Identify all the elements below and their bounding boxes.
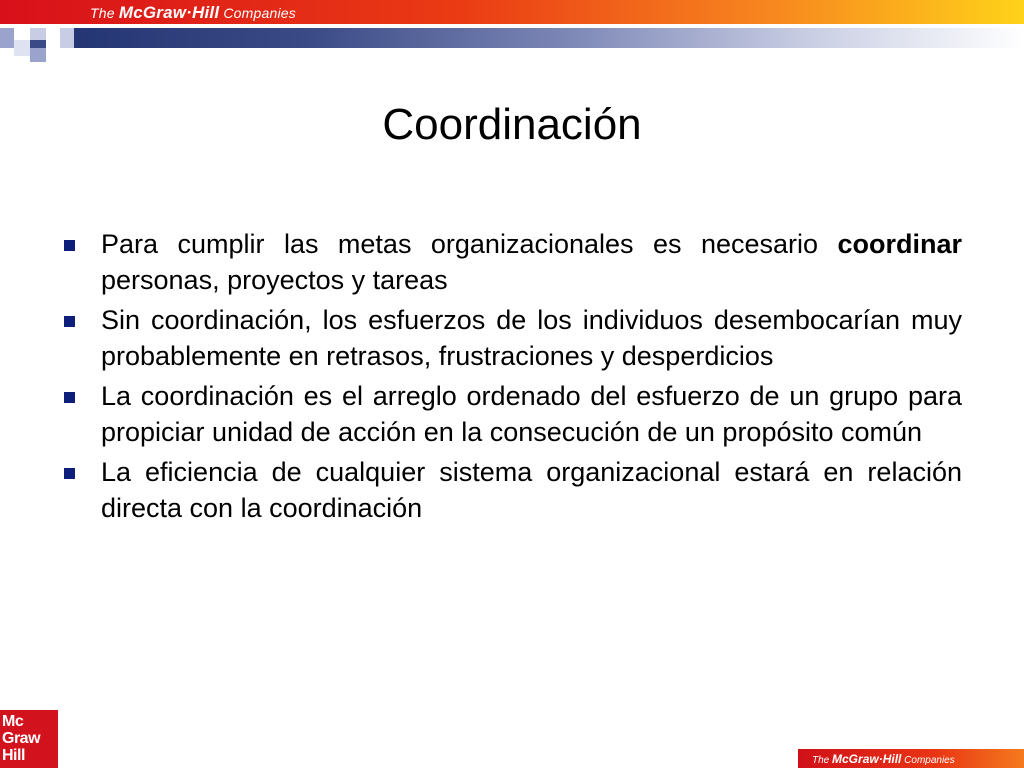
- square-bullet-icon: [64, 240, 75, 251]
- mcgraw-hill-logo: [0, 710, 58, 768]
- bullet-item: [62, 454, 962, 526]
- bullet-item: [62, 302, 962, 374]
- logo-line: Graw: [2, 730, 41, 747]
- bullet-text: La eficiencia de cualquier sistema organizacional estará en relación directa con la coordinación: [101, 457, 962, 523]
- footer-brand-bar: [798, 749, 1024, 768]
- header-brand-prefix: The: [90, 5, 115, 21]
- bullet-item: [62, 226, 962, 298]
- header-brand-bar: [0, 0, 1024, 24]
- decorative-gradient-band: [0, 28, 1024, 48]
- logo-line: Mc: [2, 713, 24, 730]
- bullet-text: Sin coordinación, los esfuerzos de los individuos desembocarían muy probablemente en retrasos, frustraciones y desperdicios: [101, 305, 962, 371]
- slide-title: Coordinación: [382, 100, 642, 149]
- square-bullet-icon: [64, 316, 75, 327]
- header-brand: [90, 3, 296, 23]
- footer-brand-name: McGraw·Hill: [832, 752, 902, 766]
- bullet-bold-text: coordinar: [837, 229, 962, 259]
- decorative-square: [46, 28, 60, 48]
- bullet-text: personas, proyectos y tareas: [101, 265, 448, 295]
- bullet-item: [62, 378, 962, 450]
- square-bullet-icon: [64, 468, 75, 479]
- header-brand-suffix: Companies: [223, 5, 296, 21]
- square-bullet-icon: [64, 392, 75, 403]
- decorative-square: [30, 40, 46, 48]
- decorative-square: [30, 28, 46, 40]
- bullet-text: La coordinación es el arreglo ordenado del esfuerzo de un grupo para propiciar unidad de acción en la consecución de un propósito común: [101, 381, 962, 447]
- header-brand-name: McGraw·Hill: [118, 3, 220, 22]
- logo-line: Hill: [2, 747, 25, 764]
- decorative-square: [60, 28, 74, 48]
- decorative-square: [0, 28, 14, 48]
- footer-brand-suffix: Companies: [904, 755, 955, 766]
- bullet-text: Para cumplir las metas organizacionales es necesario: [101, 229, 838, 259]
- bullet-list: [62, 226, 962, 530]
- decorative-square: [30, 48, 46, 62]
- decorative-square: [14, 40, 30, 56]
- footer-brand-prefix: The: [812, 755, 830, 766]
